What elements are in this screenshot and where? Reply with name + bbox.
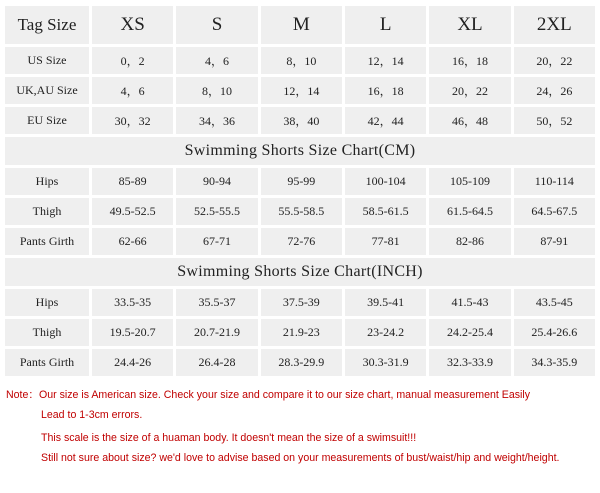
table-cell: 72-76 [261, 228, 342, 255]
eu-size-row [5, 107, 595, 134]
table-cell: 34，36 [176, 107, 257, 134]
row-label: Hips [5, 168, 89, 195]
uk-au-size-row [5, 77, 595, 104]
table-cell: 43.5-45 [514, 289, 595, 316]
size-table [2, 3, 598, 379]
table-cell: 34.3-35.9 [514, 349, 595, 376]
row-label: EU Size [5, 107, 89, 134]
table-cell: 50，52 [514, 107, 595, 134]
table-cell: 24.4-26 [92, 349, 173, 376]
size-note [6, 385, 596, 468]
row-label: US Size [5, 47, 89, 74]
table-cell: 64.5-67.5 [514, 198, 595, 225]
inch-pants-girth-row [5, 349, 595, 376]
table-cell: 24.2-25.4 [429, 319, 510, 346]
table-cell: 23-24.2 [345, 319, 426, 346]
table-cell: 12，14 [261, 77, 342, 104]
cm-hips-row [5, 168, 595, 195]
table-cell: 67-71 [176, 228, 257, 255]
table-cell: 110-114 [514, 168, 595, 195]
table-cell: 8，10 [176, 77, 257, 104]
note-line-4: Still not sure about size? we'd love to advise based on your measurements of bust/waist/hip and weight/height. [41, 452, 560, 464]
table-cell: 38，40 [261, 107, 342, 134]
note-line-2: Lead to 1-3cm errors. [41, 409, 143, 421]
table-cell: 85-89 [92, 168, 173, 195]
table-cell: 26.4-28 [176, 349, 257, 376]
table-cell: 49.5-52.5 [92, 198, 173, 225]
table-cell: 16，18 [345, 77, 426, 104]
inch-section-title-row [5, 258, 595, 286]
table-cell: 28.3-29.9 [261, 349, 342, 376]
table-cell: 19.5-20.7 [92, 319, 173, 346]
inch-hips-row [5, 289, 595, 316]
table-cell: 52.5-55.5 [176, 198, 257, 225]
table-cell: 20，22 [514, 47, 595, 74]
table-cell: 30.3-31.9 [345, 349, 426, 376]
table-cell: 4，6 [92, 77, 173, 104]
inch-section-title: Swimming Shorts Size Chart(INCH) [5, 258, 595, 286]
row-label: Thigh [5, 198, 89, 225]
cm-section-title: Swimming Shorts Size Chart(CM) [5, 137, 595, 165]
table-cell: 87-91 [514, 228, 595, 255]
tag-size-header-row [5, 6, 595, 44]
tag-size-label: Tag Size [5, 6, 89, 44]
size-header-xs: XS [92, 6, 173, 44]
table-cell: 12，14 [345, 47, 426, 74]
table-cell: 55.5-58.5 [261, 198, 342, 225]
table-cell: 24，26 [514, 77, 595, 104]
table-cell: 90-94 [176, 168, 257, 195]
table-cell: 32.3-33.9 [429, 349, 510, 376]
table-cell: 20.7-21.9 [176, 319, 257, 346]
table-cell: 33.5-35 [92, 289, 173, 316]
size-header-xl: XL [429, 6, 510, 44]
table-cell: 0，2 [92, 47, 173, 74]
size-header-m: M [261, 6, 342, 44]
cm-section-title-row [5, 137, 595, 165]
table-cell: 35.5-37 [176, 289, 257, 316]
table-cell: 100-104 [345, 168, 426, 195]
table-cell: 37.5-39 [261, 289, 342, 316]
inch-thigh-row [5, 319, 595, 346]
row-label: Pants Girth [5, 349, 89, 376]
table-cell: 62-66 [92, 228, 173, 255]
table-cell: 41.5-43 [429, 289, 510, 316]
size-header-2xl: 2XL [514, 6, 595, 44]
table-cell: 8，10 [261, 47, 342, 74]
us-size-row [5, 47, 595, 74]
table-cell: 61.5-64.5 [429, 198, 510, 225]
table-cell: 77-81 [345, 228, 426, 255]
table-cell: 4，6 [176, 47, 257, 74]
table-cell: 30，32 [92, 107, 173, 134]
cm-pants-girth-row [5, 228, 595, 255]
row-label: Hips [5, 289, 89, 316]
table-cell: 42，44 [345, 107, 426, 134]
row-label: Thigh [5, 319, 89, 346]
table-cell: 105-109 [429, 168, 510, 195]
table-cell: 39.5-41 [345, 289, 426, 316]
note-line-1: Note：Our size is American size. Check your size and compare it to our size chart, manual measurement Easily [6, 389, 531, 401]
table-cell: 82-86 [429, 228, 510, 255]
table-cell: 58.5-61.5 [345, 198, 426, 225]
table-cell: 16，18 [429, 47, 510, 74]
table-cell: 21.9-23 [261, 319, 342, 346]
table-cell: 25.4-26.6 [514, 319, 595, 346]
cm-thigh-row [5, 198, 595, 225]
size-chart [2, 3, 598, 375]
table-cell: 46，48 [429, 107, 510, 134]
table-cell: 95-99 [261, 168, 342, 195]
table-cell: 20，22 [429, 77, 510, 104]
size-header-l: L [345, 6, 426, 44]
size-header-s: S [176, 6, 257, 44]
row-label: UK,AU Size [5, 77, 89, 104]
note-line-3: This scale is the size of a huaman body. It doesn't mean the size of a swimsuit!!! [41, 432, 417, 444]
row-label: Pants Girth [5, 228, 89, 255]
